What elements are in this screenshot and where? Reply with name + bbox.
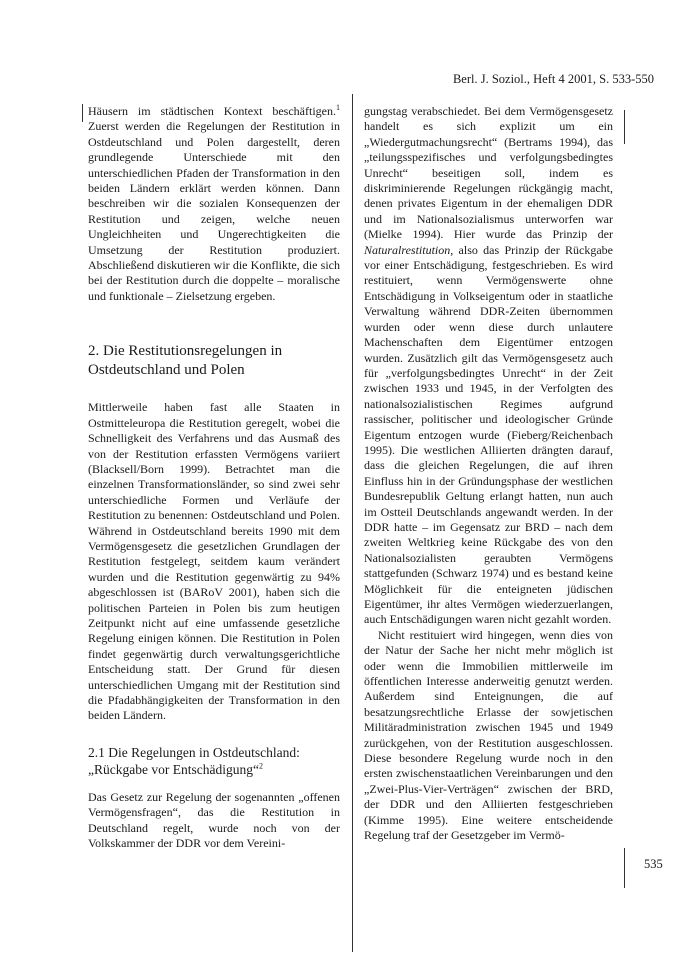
paragraph-text: Häusern im städtischen Kontext beschäftigen. — [88, 104, 336, 118]
running-head: Berl. J. Soziol., Heft 4 2001, S. 533-550 — [452, 72, 654, 86]
margin-mark-right — [624, 110, 625, 144]
paragraph-intro — [88, 104, 340, 304]
paragraph-text: Zuerst werden die Regelungen der Restitution in Ostdeutschland und Polen dargestellt, deren grundlegende Unterschiede mit den unterschiedlichen Pfaden der Transformation in den beiden Ländern erklärt werden können. Dann beschreiben wir die sozialen Konsequenzen der Restitution und zeigen, welche neuen Ungleichheiten und Ungerechtigkeiten die Umsetzung der Restitution produziert. Abschließend diskutieren wir die Konflikte, die sich bei der Restitution durch die doppelte – moralische und funktionale – Zielsetzung ergeben. — [88, 119, 340, 303]
subsection-heading-text: 2.1 Die Regelungen in Ostdeutschland: „Rückgabe vor Entschädigung“ — [88, 744, 300, 777]
paragraph-continued — [364, 104, 613, 628]
page-number: 535 — [644, 857, 663, 871]
paragraph-text: , also das Prinzip der Rückgabe vor einer Entschädigung, festgeschrieben. Es wird restituiert, wenn Vermögenswerte ohne Entschädigung in Volkseigentum oder in staatliche Verwaltung während DDR-Zeiten übernommen wurden oder wenn diese durch unlautere Machenschaften dem Eigentümer entzogen wurden. Zusätzlich gilt das Vermögensgesetz auch für „verfolgungsbedingtes Unrecht“ in der Zeit zwischen 1933 und 1945, in der Verfolgten des nationalsozialistischen Regimes aufgrund rassischer, politischer und ideologischer Gründe Eigentum entzogen wurde (Fieberg/Reichenbach 1995). Die westlichen Alliierten drängten darauf, dass die gleichen Regelungen, die auf ihren Einfluss hin in der Gründungsphase der westlichen Bundesrepublik Geltung erlangt hatten, nun auch im Ostteil Deutschlands angewandt werden. In der DDR hatte – im Gegensatz zur BRD – nach dem zweiten Weltkrieg keine Rückgabe des von den Nationalsozialisten geraubten Vermögens stattgefunden (Schwarz 1974) und es bestand keine Möglichkeit für die enteigneten jüdischen Eigentümer, ihr altes Vermögen wiederzuerlangen, auch Entschädigungen waren nicht gezahlt worden. — [364, 242, 613, 627]
margin-mark-left — [82, 104, 83, 122]
subsection-heading — [88, 744, 340, 778]
margin-mark-right-bottom — [624, 848, 625, 888]
footnote-ref[interactable]: 1 — [336, 103, 340, 112]
emphasis-term: Naturalrestitution — [364, 242, 451, 257]
right-column — [364, 104, 613, 844]
paragraph-text: gungstag verabschiedet. Bei dem Vermögensgesetz handelt es sich explizit um ein „Wiedergutmachungsrecht“ (Bertrams 1994), das „teilungsspezifisches und verfolgungsbedingtes Unrecht“ beseitigen soll, indem es diskriminierende Regelungen rückgängig macht, denen privates Eigentum in der ehemaligen DDR und im Nationalsozialismus unterworfen war (Mielke 1994). Hier wurde das Prinzip der — [364, 104, 613, 242]
left-column — [88, 104, 340, 851]
column-divider — [352, 94, 353, 952]
section-heading: 2. Die Restitutionsregelungen in Ostdeutschland und Polen — [88, 343, 283, 379]
paragraph: Mittlerweile haben fast alle Staaten in Ostmitteleuropa die Restitution geregelt, wobei die Schnelligkeit des Verfahrens und das Ausmaß des von der Restitution erfassten Vermögens variiert (Blacksell/Born 1999). Betrachtet man die einzelnen Transformationsländer, so sind zwei sehr unterschiedliche Formen und Verläufe der Restitution zu benennen: Ostdeutschland und Polen. Während in Ostdeutschland bereits 1990 mit dem Vermögensgesetz die gesetzlichen Grundlagen der Restitution festgelegt, seitdem kaum verändert wurden und die Restitution gegenwärtig zu 94% abgeschlossen ist (BARoV 2001), haben sich die politischen Parteien in Polen bis zum heutigen Zeitpunkt nicht auf eine umfassende gesetzliche Regelung einigen können. Die Restitution in Polen findet gegenwärtig durch verwaltungsgerichtliche Entscheidung statt. Der Grund für diesen unterschiedlichen Umgang mit der Restitution sind die Pfadabhängigkeiten der Transformation in den beiden Ländern. — [88, 400, 340, 723]
paragraph: Das Gesetz zur Regelung der sogenannten „offenen Vermögensfragen“, das die Restitution in Deutschland regelt, wurde noch von der Volkskammer der DDR vor dem Vereini- — [88, 789, 340, 851]
paragraph: Nicht restituiert wird hingegen, wenn dies von der Natur der Sache her nicht mehr möglich ist oder wenn die Immobilien mittlerweile im öffentlichen Interesse anderweitig genutzt werden. Außerdem sind Enteignungen, die auf besatzungsrechtliche Erlasse der sowjetischen Militäradministration zwischen 1945 und 1949 zurückgehen, von der Restitution ausgeschlossen. Diese besondere Regelung wurde noch in den ersten zwischenstaatlichen Vereinbarungen und den „Zwei-Plus-Vier-Verträgen“ zwischen der BRD, der DDR und den Alliierten festgeschrieben (Kimme 1995). Eine weitere entscheidende Regelung traf der Gesetzgeber im Vermö- — [364, 627, 613, 843]
footnote-ref[interactable]: 2 — [258, 761, 263, 771]
